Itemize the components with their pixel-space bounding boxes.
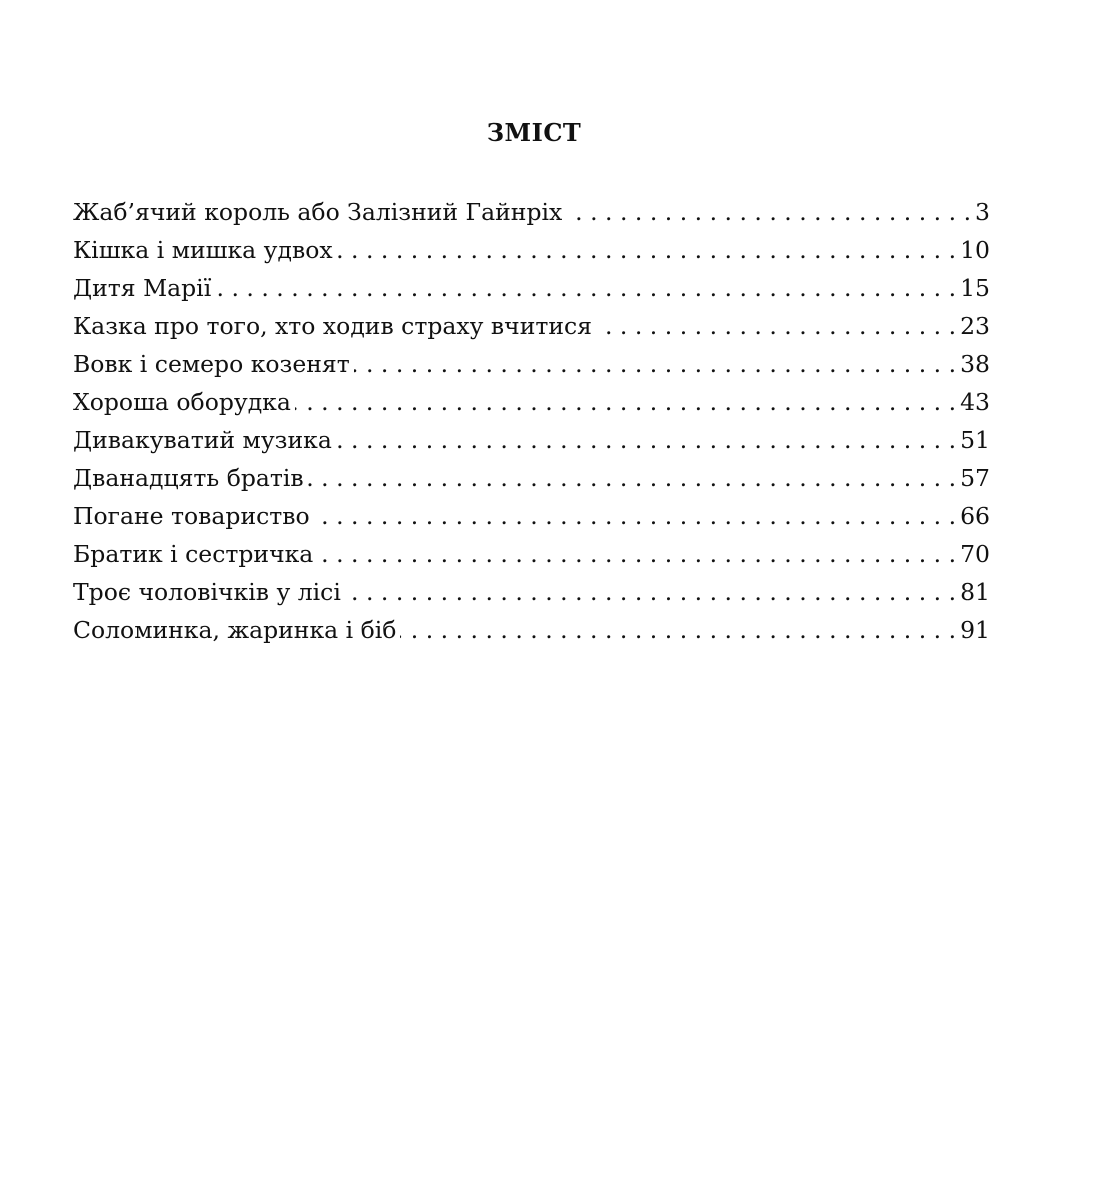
- toc-entry-title: Хороша оборудка: [73, 388, 291, 416]
- toc-entry: [73, 611, 990, 649]
- toc-page-number: 91: [960, 616, 990, 644]
- toc-entry: [73, 497, 990, 535]
- toc-entry: [73, 573, 990, 611]
- toc-dot-leader: [336, 421, 956, 459]
- toc-entry-title: Казка про того, хто ходив страху вчитися: [73, 312, 593, 340]
- toc-entry-title: Погане товариство: [73, 502, 310, 530]
- toc-page-number: 3: [975, 198, 990, 226]
- toc-dot-leader: [566, 193, 971, 231]
- toc-page-number: 51: [960, 426, 990, 454]
- toc-list: [73, 193, 990, 649]
- toc-page-number: 10: [960, 236, 990, 264]
- toc-entry-title: Соломинка, жаринка і біб: [73, 616, 397, 644]
- toc-dot-leader: [317, 535, 956, 573]
- toc-dot-leader: [295, 383, 956, 421]
- toc-page-number: 15: [960, 274, 990, 302]
- toc-entry-title: Троє чоловічків у лісі: [73, 578, 341, 606]
- toc-dot-leader: [345, 573, 956, 611]
- toc-entry-title: Кішка і мишка удвох: [73, 236, 333, 264]
- toc-entry: [73, 231, 990, 269]
- toc-page-number: 38: [960, 350, 990, 378]
- toc-entry: [73, 421, 990, 459]
- toc-entry: [73, 345, 990, 383]
- toc-dot-leader: [400, 611, 956, 649]
- toc-entry-title: Дванадцять братів: [73, 464, 304, 492]
- toc-dot-leader: [354, 345, 956, 383]
- toc-entry-title: Дивакуватий музика: [73, 426, 332, 454]
- toc-entry: [73, 307, 990, 345]
- toc-entry: [73, 383, 990, 421]
- toc-dot-leader: [314, 497, 956, 535]
- toc-entry: [73, 193, 990, 231]
- toc-title: ЗМІСТ: [486, 118, 582, 147]
- toc-page-number: 57: [960, 464, 990, 492]
- toc-page-number: 66: [960, 502, 990, 530]
- toc-page-number: 81: [960, 578, 990, 606]
- toc-dot-leader: [596, 307, 956, 345]
- toc-entry: [73, 459, 990, 497]
- toc-entry-title: Дитя Марії: [73, 274, 212, 302]
- toc-page-number: 43: [960, 388, 990, 416]
- toc-entry-title: Вовк і семеро козенят: [73, 350, 350, 378]
- toc-dot-leader: [337, 231, 957, 269]
- toc-entry: [73, 535, 990, 573]
- toc-entry-title: Братик і сестричка: [73, 540, 314, 568]
- toc-entry: [73, 269, 990, 307]
- toc-page-number: 23: [960, 312, 990, 340]
- toc-dot-leader: [215, 269, 956, 307]
- toc-entry-title: Жаб’ячий король або Залізний Гайнріх: [73, 198, 563, 226]
- toc-page-number: 70: [960, 540, 990, 568]
- toc-dot-leader: [308, 459, 956, 497]
